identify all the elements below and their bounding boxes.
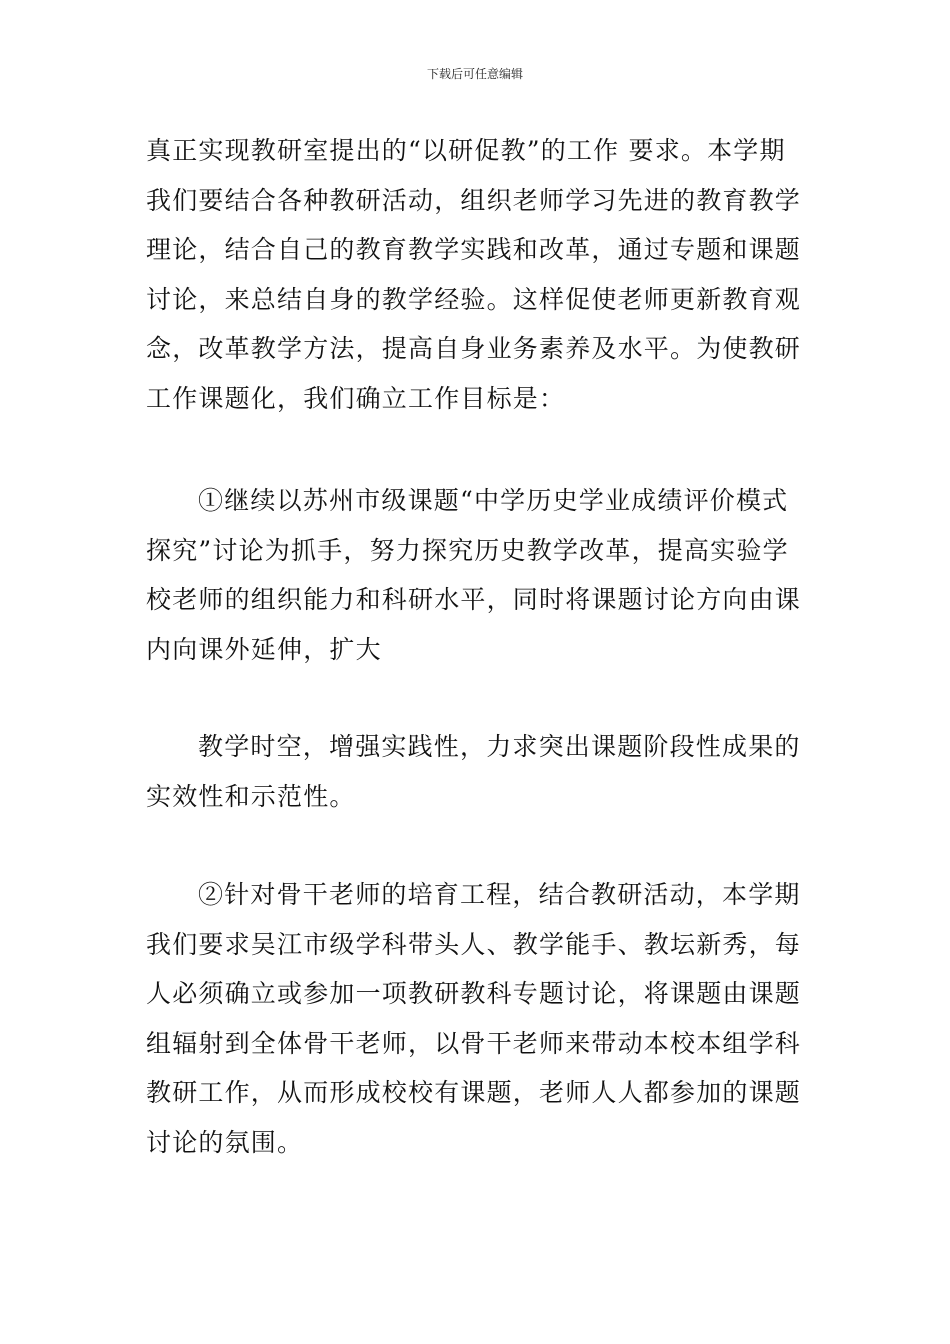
text-line: 组辐射到全体骨干老师，以骨干老师来带动本校本组学科 [146, 1028, 802, 1058]
text-line: 教研工作，从而形成校校有课题，老师人人都参加的课题 [146, 1078, 802, 1107]
text-line: 探究”讨论为抓手，努力探究历史教学改革，提高实验学 [146, 535, 789, 565]
text-line: 讨论，来总结自身的教学经验。这样促使老师更新教育观 [146, 284, 802, 314]
text-line: 教学时空，增强实践性，力求突出课题阶段性成果的 [198, 732, 801, 761]
text-line: 真正实现教研室提出的“以研促教”的工作 要求。本学期 [146, 136, 786, 165]
text-line: 念，改革教学方法，提高自身业务素养及水平。为使教研 [146, 334, 802, 363]
text-line: 校老师的组织能力和科研水平，同时将课题讨论方向由课 [146, 585, 802, 614]
text-line: 内向课外延伸，扩大 [146, 634, 382, 664]
text-line: 我们要结合各种教研活动，组织老师学习先进的教育教学 [146, 185, 802, 215]
paragraph-2 [146, 476, 808, 674]
paragraph-1 [146, 126, 808, 423]
text-line: 我们要求吴江市级学科带头人、教学能手、教坛新秀，每 [146, 929, 802, 959]
text-line: ②针对骨干老师的培育工程，结合教研活动，本学期 [198, 880, 801, 909]
text-line: 实效性和示范性。 [146, 781, 356, 811]
text-line: 理论，结合自己的教育教学实践和改革，通过专题和课题 [146, 235, 802, 264]
text-line: 讨论的氛围。 [146, 1127, 304, 1157]
page-header: 下载后可任意编辑 [426, 67, 523, 81]
text-line: ①继续以苏州市级课题“中学历史学业成绩评价模式 [198, 486, 789, 515]
paragraph-3 [146, 722, 808, 821]
text-line: 人必须确立或参加一项教研教科专题讨论，将课题由课题 [146, 979, 802, 1008]
text-line: 工作课题化，我们确立工作目标是： [146, 383, 566, 413]
paragraph-4 [146, 870, 808, 1167]
